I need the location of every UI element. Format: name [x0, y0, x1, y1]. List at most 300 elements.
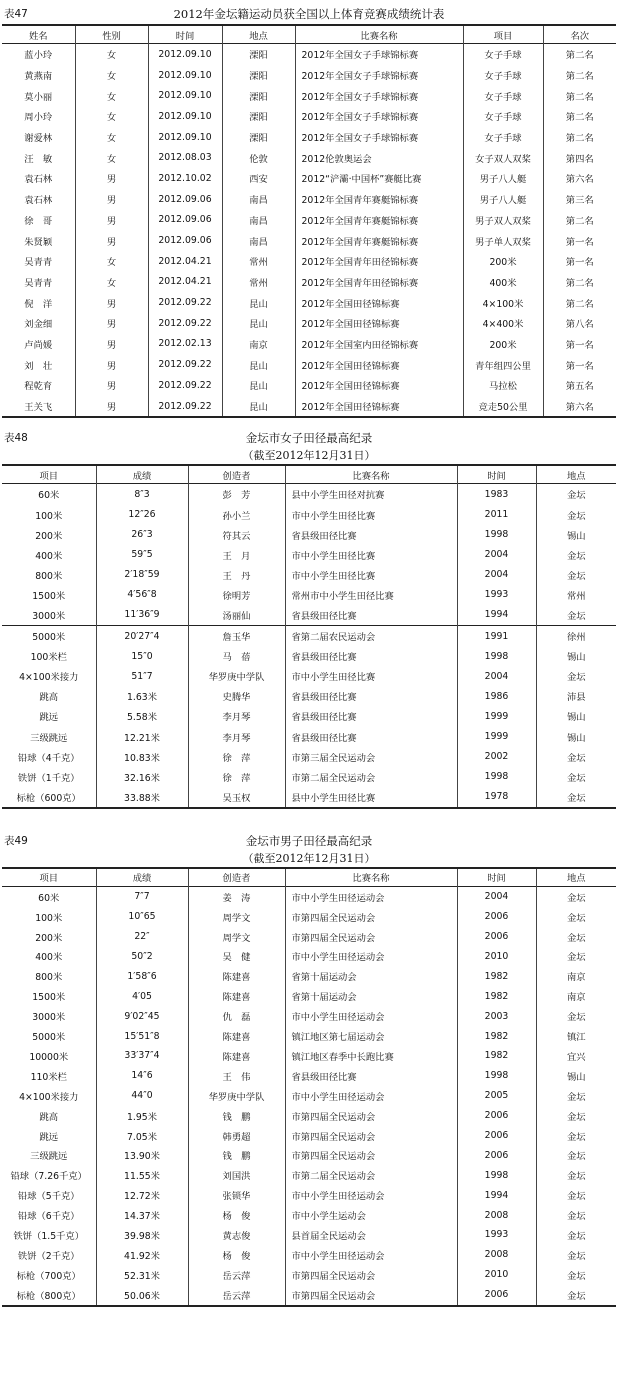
table-cell: 史腾华 — [188, 686, 285, 706]
table48-women-track-records — [2, 464, 616, 809]
table-cell: 溧阳 — [222, 85, 295, 106]
table-cell: 2012年全国田径锦标赛 — [295, 375, 463, 396]
table-cell: 女子手球 — [463, 44, 543, 65]
table-row — [2, 1165, 616, 1185]
table-cell: 市中小学生田径比赛 — [285, 504, 457, 524]
table-row — [2, 686, 616, 706]
table-row — [2, 1185, 616, 1205]
table-cell: 标枪（800克） — [16, 1290, 81, 1302]
table48-header-cell: 比赛名称 — [285, 465, 457, 484]
table-cell: 200米 — [35, 932, 63, 944]
table-cell: 第四名 — [543, 147, 616, 168]
table-cell: 姜 涛 — [188, 886, 285, 906]
table-cell: 20′27″4 — [96, 626, 188, 647]
table-cell: 汤丽仙 — [188, 605, 285, 626]
table-cell: 33′37″4 — [96, 1046, 188, 1066]
table-cell: 11.55米 — [96, 1165, 188, 1185]
table-cell: 锡山 — [536, 1066, 616, 1086]
table-cell: 市中小学生田径比赛 — [285, 565, 457, 585]
table-cell: 2012年全国田径锦标赛 — [295, 354, 463, 375]
table-cell: 第二名 — [543, 44, 616, 65]
table-cell: 省县级田径比赛 — [285, 727, 457, 747]
table-cell: 金坛 — [536, 1126, 616, 1146]
table-cell: 2012年全国青年田径锦标赛 — [295, 251, 463, 272]
table-cell: 2010 — [457, 947, 536, 967]
table-cell: 12.72米 — [96, 1185, 188, 1205]
table-cell: 市第四届全民运动会 — [285, 1145, 457, 1165]
table-cell: 昆山 — [222, 292, 295, 313]
table-cell: 锡山 — [536, 525, 616, 545]
table-cell: 2012年全国青年赛艇锦标赛 — [295, 189, 463, 210]
table-cell: 市第四届全民运动会 — [285, 1285, 457, 1306]
table-cell: 2006 — [457, 1126, 536, 1146]
table48-header-row — [2, 465, 616, 484]
table-cell: 袁石林 — [24, 174, 53, 186]
table-row — [2, 1086, 616, 1106]
table-cell: 南昌 — [222, 189, 295, 210]
table-cell: 黄志俊 — [188, 1225, 285, 1245]
table-cell: 1991 — [457, 626, 536, 647]
table-cell: 2012年全国女子手球锦标赛 — [295, 106, 463, 127]
table-cell: 22″ — [96, 927, 188, 947]
table-row — [2, 230, 616, 251]
table-cell: 1978 — [457, 787, 536, 808]
table-cell: 市第三届全民运动会 — [285, 747, 457, 767]
table-cell: 2012.09.10 — [148, 85, 222, 106]
table47-body — [2, 44, 616, 418]
table-cell: 金坛 — [536, 886, 616, 906]
table-row — [2, 1026, 616, 1046]
table-cell: 400米 — [463, 272, 543, 293]
table-row — [2, 504, 616, 524]
table-cell: 男子双人双桨 — [463, 210, 543, 231]
table-cell: 市第四届全民运动会 — [285, 927, 457, 947]
table-cell: 铅球（7.26千克） — [10, 1171, 87, 1183]
table-row — [2, 189, 616, 210]
table-cell: 7″7 — [96, 886, 188, 906]
table-cell: 1999 — [457, 727, 536, 747]
table-cell: 常州 — [222, 251, 295, 272]
table-cell: 标枪（600克） — [16, 792, 81, 804]
table-cell: 2011 — [457, 504, 536, 524]
table-cell: 男子单人双桨 — [463, 230, 543, 251]
table-cell: 11′36″9 — [96, 605, 188, 626]
table-cell: 市第四届全民运动会 — [285, 1106, 457, 1126]
table-cell: 溧阳 — [222, 65, 295, 86]
table47-header-cell: 项目 — [463, 25, 543, 44]
table-row — [2, 525, 616, 545]
table-cell: 杨 俊 — [188, 1205, 285, 1225]
table-cell: 袁石林 — [24, 195, 53, 207]
table-cell: 男 — [75, 313, 148, 334]
table-cell: 1998 — [457, 525, 536, 545]
table-cell: 100米 — [35, 912, 63, 924]
table-cell: 镇江地区春季中长跑比赛 — [285, 1046, 457, 1066]
table-row — [2, 292, 616, 313]
table-row — [2, 106, 616, 127]
table-cell: 女 — [75, 85, 148, 106]
table-cell: 铅球（4千克） — [17, 752, 80, 764]
table-cell: 常州 — [222, 272, 295, 293]
table-cell: 西安 — [222, 168, 295, 189]
table-cell: 金坛 — [536, 1205, 616, 1225]
table49-subtitle: （截至2012年12月31日） — [242, 851, 376, 865]
table-cell: 市中小学生田径比赛 — [285, 666, 457, 686]
table49-title: 金坛市男子田径最高纪录 — [245, 833, 373, 848]
table-cell: 男 — [75, 354, 148, 375]
table47-header — [2, 25, 616, 44]
table-cell: 60米 — [38, 490, 60, 502]
table-cell: 2004 — [457, 886, 536, 906]
table-cell: 三级跳远 — [30, 1151, 68, 1163]
table-cell: 溧阳 — [222, 127, 295, 148]
table-cell: 2012“浐灞·中国杯”赛艇比赛 — [295, 168, 463, 189]
table-row — [2, 354, 616, 375]
table-cell: 跳远 — [39, 712, 59, 724]
table-cell: 南京 — [536, 986, 616, 1006]
table-cell: 第一名 — [543, 251, 616, 272]
table-cell: 2012.09.22 — [148, 354, 222, 375]
table-cell: 常州 — [536, 585, 616, 605]
table-cell: 女 — [75, 272, 148, 293]
table-row — [2, 251, 616, 272]
table-row — [2, 706, 616, 726]
table-row — [2, 1225, 616, 1245]
table-cell: 2006 — [457, 1106, 536, 1126]
table-row — [2, 1046, 616, 1066]
table-row — [2, 747, 616, 767]
table-cell: 金坛 — [536, 1225, 616, 1245]
table-cell: 男 — [75, 210, 148, 231]
table47-header-cell: 性别 — [75, 25, 148, 44]
table-cell: 400米 — [35, 952, 63, 964]
table47-title: 2012年金坛籍运动员获全国以上体育竞赛成绩统计表 — [173, 7, 445, 21]
table-cell: 跳远 — [39, 1131, 59, 1143]
table-cell: 5000米 — [32, 1032, 66, 1044]
table-cell: 第二名 — [543, 85, 616, 106]
table-cell: 王 伟 — [188, 1066, 285, 1086]
table-cell: 溧阳 — [222, 106, 295, 127]
table49-header-cell: 地点 — [536, 868, 616, 887]
table-cell: 铅球（6千克） — [17, 1211, 80, 1223]
table-cell: 200米 — [35, 530, 63, 542]
table-cell: 跳高 — [39, 692, 59, 704]
table-cell: 1.95米 — [96, 1106, 188, 1126]
table-cell: 马拉松 — [463, 375, 543, 396]
table-cell: 2002 — [457, 747, 536, 767]
table-cell: 男 — [75, 230, 148, 251]
table-cell: 2008 — [457, 1205, 536, 1225]
table-cell: 10″65 — [96, 907, 188, 927]
table-cell: 200米 — [463, 251, 543, 272]
table-cell: 2012.09.10 — [148, 65, 222, 86]
table47-header-cell: 名次 — [543, 25, 616, 44]
table-cell: 2012.09.06 — [148, 189, 222, 210]
table-cell: 1982 — [457, 986, 536, 1006]
table-cell: 刘国洪 — [188, 1165, 285, 1185]
table-cell: 2003 — [457, 1006, 536, 1026]
table-row — [2, 1265, 616, 1285]
table-cell: 县中小学生田径对抗赛 — [285, 484, 457, 505]
table-cell: 马 蓓 — [188, 646, 285, 666]
table-cell: 100米 — [35, 510, 63, 522]
table-cell: 王 丹 — [188, 565, 285, 585]
table-cell: 金坛 — [536, 484, 616, 505]
table-cell: 金坛 — [536, 666, 616, 686]
table-cell: 金坛 — [536, 504, 616, 524]
table-cell: 2012年全国田径锦标赛 — [295, 292, 463, 313]
table-cell: 女 — [75, 106, 148, 127]
table-row — [2, 65, 616, 86]
table-row — [2, 1106, 616, 1126]
table-cell: 男 — [75, 292, 148, 313]
table-row — [2, 1205, 616, 1225]
table-cell: 岳云萍 — [188, 1265, 285, 1285]
table-cell: 徐 萍 — [188, 747, 285, 767]
table-cell: 2012年全国青年赛艇锦标赛 — [295, 230, 463, 251]
table48-subtitle: （截至2012年12月31日） — [242, 449, 376, 463]
table-cell: 4′05 — [96, 986, 188, 1006]
table-cell: 4×100米 — [463, 292, 543, 313]
table-cell: 2012年全国女子手球锦标赛 — [295, 85, 463, 106]
table-cell: 市中小学生田径比赛 — [285, 545, 457, 565]
table-cell: 2006 — [457, 1145, 536, 1165]
table-cell: 2012.02.13 — [148, 334, 222, 355]
table-cell: 第一名 — [543, 230, 616, 251]
table49-header-cell: 成绩 — [96, 868, 188, 887]
table-cell: 2005 — [457, 1086, 536, 1106]
table-cell: 2012年全国田径锦标赛 — [295, 396, 463, 418]
table-cell: 2012.09.10 — [148, 127, 222, 148]
table-cell: 卢尚媛 — [24, 339, 53, 351]
table-cell: 市第二届全民运动会 — [285, 767, 457, 787]
table47-header-cell: 比赛名称 — [295, 25, 463, 44]
table49-header-cell: 时间 — [457, 868, 536, 887]
table-cell: 4×400米 — [463, 313, 543, 334]
table-cell: 5000米 — [32, 632, 66, 644]
table49-men-track-records — [2, 867, 616, 1307]
table-cell: 金坛 — [536, 605, 616, 626]
table-cell: 59″5 — [96, 545, 188, 565]
table-cell: 钱 鹏 — [188, 1106, 285, 1126]
table-cell: 12″26 — [96, 504, 188, 524]
table-cell: 省县级田径比赛 — [285, 525, 457, 545]
table-cell: 2006 — [457, 927, 536, 947]
table-cell: 王关飞 — [24, 402, 53, 414]
table-cell: 女子手球 — [463, 85, 543, 106]
table-cell: 周小玲 — [24, 112, 53, 124]
table-cell: 女子手球 — [463, 65, 543, 86]
table-cell: 1.63米 — [96, 686, 188, 706]
table-cell: 10.83米 — [96, 747, 188, 767]
table-cell: 市第四届全民运动会 — [285, 907, 457, 927]
table48-header-cell: 成绩 — [96, 465, 188, 484]
table-cell: 2012年全国青年赛艇锦标赛 — [295, 210, 463, 231]
table-cell: 县中小学生田径比赛 — [285, 787, 457, 808]
table-cell: 2012.09.06 — [148, 230, 222, 251]
table-cell: 莫小丽 — [24, 91, 53, 103]
table-cell: 金坛 — [536, 1285, 616, 1306]
table-cell: 1500米 — [32, 992, 66, 1004]
table-cell: 市中小学生田径运动会 — [285, 1185, 457, 1205]
table-cell: 51″7 — [96, 666, 188, 686]
table-cell: 南昌 — [222, 210, 295, 231]
table-cell: 昆山 — [222, 313, 295, 334]
table-cell: 昆山 — [222, 396, 295, 418]
table-cell: 9′02″45 — [96, 1006, 188, 1026]
table-cell: 14″6 — [96, 1066, 188, 1086]
table-cell: 女 — [75, 44, 148, 65]
table-cell: 2012年全国女子手球锦标赛 — [295, 65, 463, 86]
table-cell: 吴 健 — [188, 947, 285, 967]
table-cell: 800米 — [35, 570, 63, 582]
table-cell: 华罗庚中学队 — [188, 666, 285, 686]
table-cell: 2012.09.06 — [148, 210, 222, 231]
table-row — [2, 1126, 616, 1146]
table-cell: 2012.09.22 — [148, 396, 222, 418]
table-row — [2, 727, 616, 747]
table-cell: 省县级田径比赛 — [285, 646, 457, 666]
table-cell: 第一名 — [543, 334, 616, 355]
table-cell: 男子八人艇 — [463, 189, 543, 210]
table-cell: 1998 — [457, 1066, 536, 1086]
table-cell: 2012.09.10 — [148, 106, 222, 127]
table-cell: 金坛 — [536, 747, 616, 767]
table-cell: 第五名 — [543, 375, 616, 396]
table-cell: 市第二届全民运动会 — [285, 1165, 457, 1185]
table-cell: 昆山 — [222, 354, 295, 375]
table-row — [2, 907, 616, 927]
table48-header — [2, 465, 616, 484]
table-cell: 市第四届全民运动会 — [285, 1126, 457, 1146]
table47-header-cell: 时间 — [148, 25, 222, 44]
table-cell: 铅球（5千克） — [17, 1191, 80, 1203]
table-cell: 李月琴 — [188, 727, 285, 747]
table-cell: 市中小学生田径运动会 — [285, 1245, 457, 1265]
table-row — [2, 1006, 616, 1026]
table-cell: 第六名 — [543, 396, 616, 418]
table-cell: 2008 — [457, 1245, 536, 1265]
table-cell: 男 — [75, 334, 148, 355]
table-cell: 1982 — [457, 1026, 536, 1046]
table-cell: 50″2 — [96, 947, 188, 967]
table-cell: 1982 — [457, 1046, 536, 1066]
table-cell: 吴玉权 — [188, 787, 285, 808]
table-cell: 金坛 — [536, 1106, 616, 1126]
table-cell: 12.21米 — [96, 727, 188, 747]
table-cell: 周学文 — [188, 927, 285, 947]
table-cell: 金坛 — [536, 1265, 616, 1285]
table-cell: 2012年全国室内田径锦标赛 — [295, 334, 463, 355]
table-cell: 4×100米接力 — [19, 672, 79, 684]
table48-caption — [0, 430, 618, 448]
table-cell: 1982 — [457, 966, 536, 986]
table-cell: 县首届全民运动会 — [285, 1225, 457, 1245]
table49-label: 表49 — [4, 834, 28, 847]
table-row — [2, 545, 616, 565]
table-cell: 2012年全国田径锦标赛 — [295, 313, 463, 334]
table-row — [2, 1245, 616, 1265]
table-cell: 26″3 — [96, 525, 188, 545]
table-row — [2, 585, 616, 605]
table-cell: 1500米 — [32, 590, 66, 602]
table-cell: 朱贤颖 — [24, 236, 53, 248]
table48-header-cell: 项目 — [39, 470, 59, 482]
table-row — [2, 787, 616, 808]
table-cell: 锡山 — [536, 727, 616, 747]
table-cell: 昆山 — [222, 375, 295, 396]
table-cell: 省第十届运动会 — [285, 986, 457, 1006]
table-cell: 2012.09.22 — [148, 313, 222, 334]
table-cell: 第八名 — [543, 313, 616, 334]
table-cell: 三级跳远 — [30, 732, 68, 744]
table-cell: 金坛 — [536, 927, 616, 947]
table-cell: 王 月 — [188, 545, 285, 565]
table-cell: 市第四届全民运动会 — [285, 1265, 457, 1285]
table-cell: 1994 — [457, 1185, 536, 1205]
table49-body — [2, 886, 616, 1305]
table49-header-cell: 创造者 — [188, 868, 285, 887]
table-cell: 女 — [75, 251, 148, 272]
table-row — [2, 966, 616, 986]
table-cell: 1983 — [457, 484, 536, 505]
table49-header-cell: 比赛名称 — [285, 868, 457, 887]
table-row — [2, 1285, 616, 1306]
table-cell: 市中小学生运动会 — [285, 1205, 457, 1225]
table-cell: 钱 鹏 — [188, 1145, 285, 1165]
table-cell: 锡山 — [536, 706, 616, 726]
table-cell: 周学文 — [188, 907, 285, 927]
table-cell: 标枪（700克） — [16, 1270, 81, 1282]
table-cell: 2006 — [457, 1285, 536, 1306]
table-cell: 男 — [75, 168, 148, 189]
table-cell: 1999 — [457, 706, 536, 726]
table-cell: 第二名 — [543, 127, 616, 148]
table-cell: 刘 壮 — [24, 360, 53, 372]
table-cell: 省县级田径比赛 — [285, 605, 457, 626]
table-row — [2, 1066, 616, 1086]
table-cell: 徐明芳 — [188, 585, 285, 605]
table-row — [2, 605, 616, 626]
table-cell: 金坛 — [536, 1086, 616, 1106]
table-row — [2, 767, 616, 787]
table-cell: 镇江地区第七届运动会 — [285, 1026, 457, 1046]
table-cell: 华罗庚中学队 — [188, 1086, 285, 1106]
table-cell: 金坛 — [536, 1245, 616, 1265]
table49-header-cell: 项目 — [39, 873, 59, 885]
table-cell: 锡山 — [536, 646, 616, 666]
table-cell: 1998 — [457, 646, 536, 666]
table-cell: 岳云萍 — [188, 1285, 285, 1306]
table47-caption — [0, 6, 618, 24]
table-cell: 女 — [75, 65, 148, 86]
table-row — [2, 396, 616, 418]
table-cell: 金坛 — [536, 947, 616, 967]
table-cell: 第二名 — [543, 210, 616, 231]
table-row — [2, 947, 616, 967]
table-cell: 女 — [75, 147, 148, 168]
table-cell: 1993 — [457, 1225, 536, 1245]
table-cell: 第一名 — [543, 354, 616, 375]
table-cell: 陈建喜 — [188, 1046, 285, 1066]
table-cell: 金坛 — [536, 787, 616, 808]
table48-header-cell: 创造者 — [188, 465, 285, 484]
table-cell: 金坛 — [536, 1145, 616, 1165]
table-cell: 跳高 — [39, 1111, 59, 1123]
table-cell: 伦敦 — [222, 147, 295, 168]
table48-header-cell: 地点 — [536, 465, 616, 484]
table-cell: 女子手球 — [463, 106, 543, 127]
